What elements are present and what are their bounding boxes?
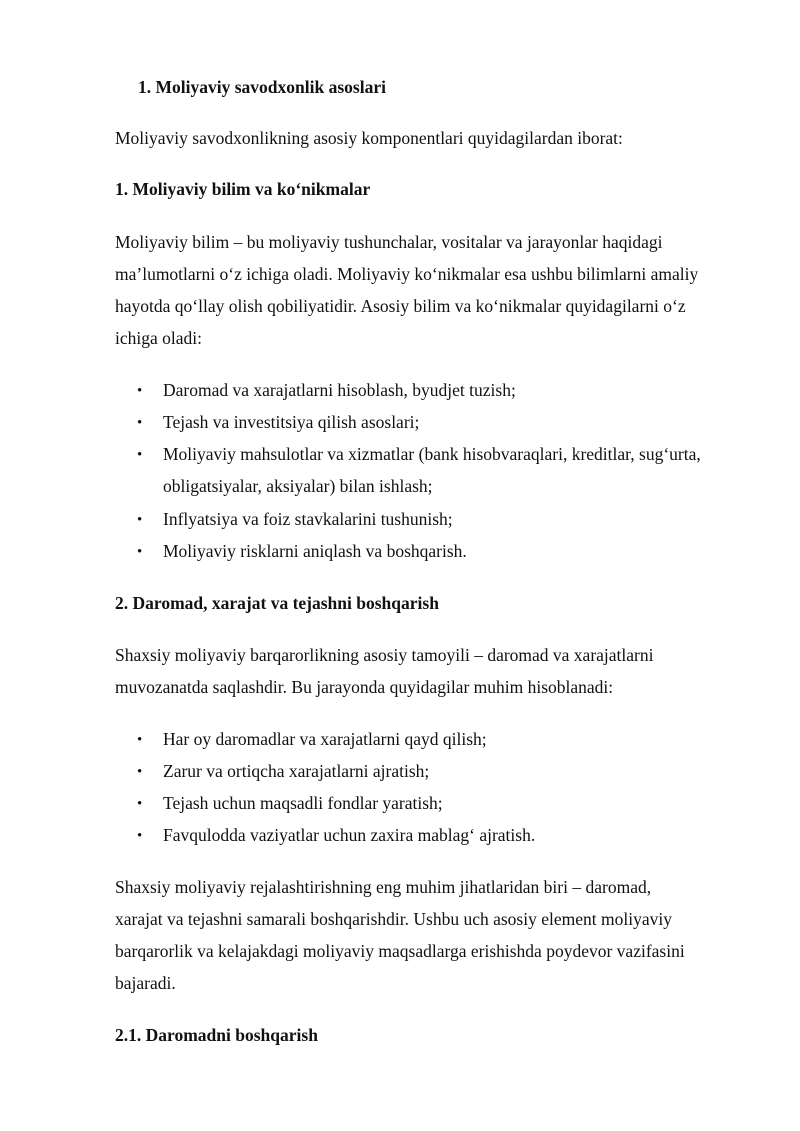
list-item: Moliyaviy mahsulotlar va xizmatlar (bank hisobvaraqlari, kreditlar, sug‘urta,: [163, 444, 701, 464]
section1-paragraph-line: ichiga oladi:: [115, 328, 202, 348]
list-item-continuation: obligatsiyalar, aksiyalar) bilan ishlash;: [163, 476, 433, 496]
list-item: Favqulodda vaziyatlar uchun zaxira mablag‘ ajratish.: [163, 825, 536, 845]
section1-paragraph-line: hayotda qo‘llay olish qobiliyatidir. Asosiy bilim va ko‘nikmalar quyidagilarni o‘z: [115, 296, 686, 316]
section1-paragraph-line: Moliyaviy bilim – bu moliyaviy tushunchalar, vositalar va jarayonlar haqidagi: [115, 232, 663, 252]
section2-closing-line: xarajat va tejashni samarali boshqarishdir. Ushbu uch asosiy element moliyaviy: [115, 909, 672, 929]
list-item: Moliyaviy risklarni aniqlash va boshqarish.: [163, 541, 467, 561]
section1-title: 1. Moliyaviy bilim va ko‘nikmalar: [115, 179, 371, 199]
section2-title: 2. Daromad, xarajat va tejashni boshqarish: [115, 593, 439, 613]
bullet-glyph: •: [137, 796, 143, 812]
section2-closing-line: bajaradi.: [115, 973, 176, 993]
list-item: Daromad va xarajatlarni hisoblash, byudjet tuzish;: [163, 380, 516, 400]
list-item: Har oy daromadlar va xarajatlarni qayd qilish;: [163, 729, 487, 749]
main-heading: 1. Moliyaviy savodxonlik asoslari: [138, 77, 386, 97]
section2-paragraph-line: muvozanatda saqlashdir. Bu jarayonda quyidagilar muhim hisoblanadi:: [115, 677, 614, 697]
section2-closing-line: barqarorlik va kelajakdagi moliyaviy maqsadlarga erishishda poydevor vazifasini: [115, 941, 685, 961]
bullet-glyph: •: [137, 828, 143, 844]
bullet-glyph: •: [137, 383, 143, 399]
section2-closing-line: Shaxsiy moliyaviy rejalashtirishning eng muhim jihatlaridan biri – daromad,: [115, 877, 652, 897]
section2-paragraph-line: Shaxsiy moliyaviy barqarorlikning asosiy tamoyili – daromad va xarajatlarni: [115, 645, 654, 665]
list-item: Tejash va investitsiya qilish asoslari;: [163, 412, 420, 432]
intro-text: Moliyaviy savodxonlikning asosiy komponentlari quyidagilardan iborat:: [115, 128, 623, 148]
list-item: Zarur va ortiqcha xarajatlarni ajratish;: [163, 761, 430, 781]
bullet-glyph: •: [137, 764, 143, 780]
section1-paragraph-line: ma’lumotlarni o‘z ichiga oladi. Moliyaviy ko‘nikmalar esa ushbu bilimlarni amaliy: [115, 264, 699, 284]
bullet-glyph: •: [137, 447, 143, 463]
section21-title: 2.1. Daromadni boshqarish: [115, 1025, 318, 1045]
bullet-glyph: •: [137, 544, 143, 560]
list-item: Inflyatsiya va foiz stavkalarini tushunish;: [163, 509, 453, 529]
bullet-glyph: •: [137, 415, 143, 431]
bullet-glyph: •: [137, 732, 143, 748]
bullet-glyph: •: [137, 512, 143, 528]
list-item: Tejash uchun maqsadli fondlar yaratish;: [163, 793, 443, 813]
